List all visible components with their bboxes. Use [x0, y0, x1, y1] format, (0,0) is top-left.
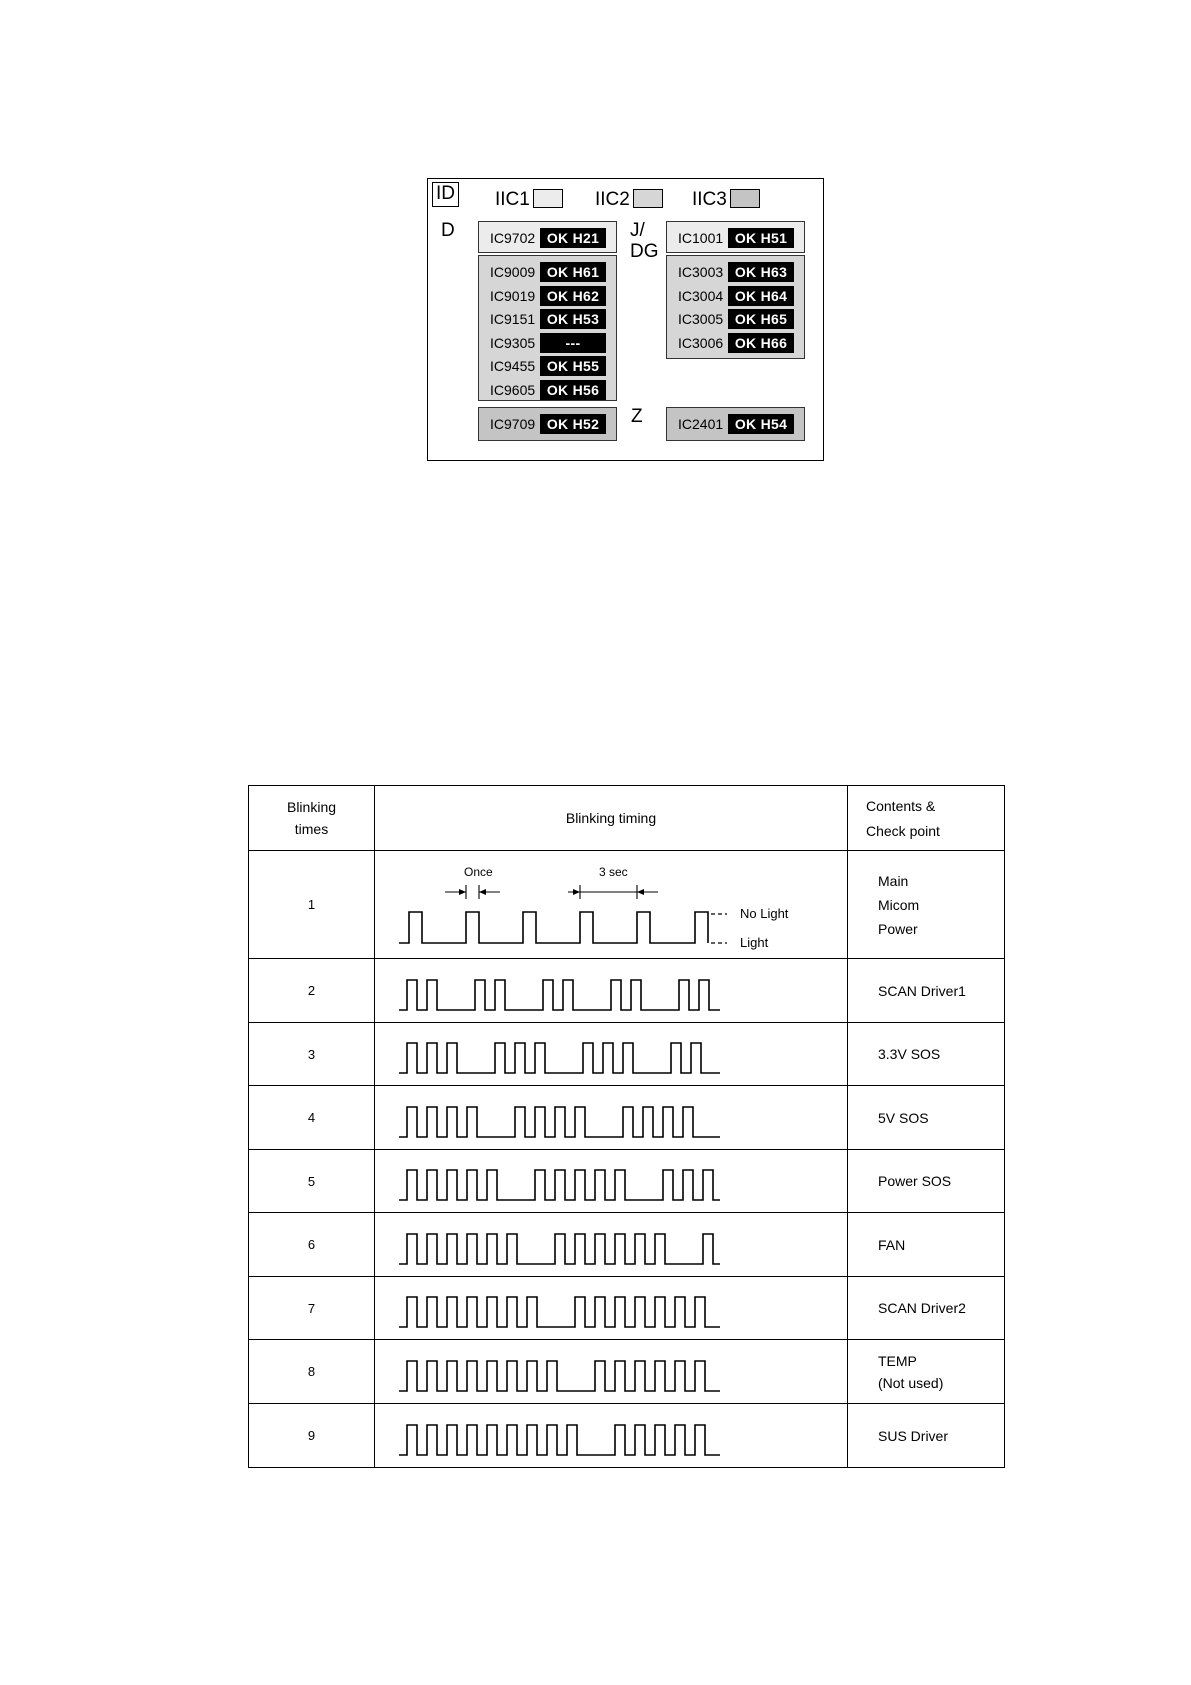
ic-status-badge: OK H64	[728, 286, 794, 306]
ic-name: IC9305	[490, 334, 536, 351]
legend-iic1-label: IIC1	[495, 189, 530, 210]
light-label: Light	[740, 935, 769, 950]
blink-waveform-line	[399, 1043, 720, 1073]
blink-count-cell: 7	[249, 1277, 375, 1340]
ic-group-jdg-iic2	[666, 255, 805, 359]
blink-waveform-line	[399, 1361, 720, 1391]
blink-timing-cell	[375, 1086, 848, 1150]
check-point-line: Micom	[878, 896, 920, 913]
header-blinking-timing: Blinking timing	[375, 786, 848, 851]
table-row	[249, 851, 1005, 959]
blink-timing-cell	[375, 1340, 848, 1404]
check-point-line: FAN	[878, 1236, 906, 1253]
blink-waveform	[375, 1023, 847, 1085]
blink-waveform	[375, 1213, 847, 1276]
once-arrowhead-left	[459, 889, 466, 895]
blink-count-cell: 6	[249, 1213, 375, 1277]
check-point-cell	[848, 1340, 1005, 1404]
check-point-line: SCAN Driver2	[878, 1300, 966, 1316]
table-body	[249, 851, 1005, 1468]
header-blinking-times-line2: times	[294, 821, 329, 837]
blink-waveform-detailed	[375, 851, 847, 958]
ic-status-badge: OK H52	[540, 414, 606, 434]
sec-arrowhead-left	[573, 889, 580, 895]
legend-iic2-swatch	[633, 189, 663, 208]
ic-status-badge: OK H61	[540, 262, 606, 282]
ic-status-badge: OK H21	[540, 228, 606, 248]
legend-iic3-swatch	[730, 189, 760, 208]
ic-status-badge: OK H63	[728, 262, 794, 282]
once-arrowhead-right	[479, 889, 486, 895]
header-blinking-times	[249, 786, 375, 851]
blinking-timing-table	[248, 785, 1005, 1468]
check-point-line: Power SOS	[878, 1173, 952, 1189]
ic-row	[479, 308, 616, 330]
ic-group-jdg-iic1	[666, 221, 805, 253]
ic-row	[667, 227, 804, 249]
table-row	[249, 1404, 1005, 1468]
iic-status-panel	[427, 178, 824, 461]
blink-count-cell: 4	[249, 1086, 375, 1150]
blink-waveform-line	[399, 1107, 720, 1137]
no-light-label: No Light	[740, 906, 789, 921]
ic-name: IC9019	[490, 287, 536, 304]
ic-status-badge: OK H66	[728, 333, 794, 353]
ic-group-z-iic3	[666, 407, 805, 441]
label-jdg-line1: J/	[630, 220, 645, 241]
blink-waveform	[375, 1404, 847, 1467]
ic-name: IC9605	[490, 381, 536, 398]
table-row	[249, 1023, 1005, 1086]
check-point-line: SUS Driver	[878, 1427, 949, 1444]
id-label: ID	[432, 182, 459, 207]
blink-count-cell: 2	[249, 959, 375, 1023]
blink-waveform-line	[399, 912, 708, 943]
ic-row	[479, 227, 616, 249]
table-row	[249, 1340, 1005, 1404]
check-point-line: TEMP	[878, 1352, 917, 1369]
ic-status-badge: OK H62	[540, 286, 606, 306]
check-point-cell	[848, 1150, 1005, 1213]
label-d: D	[441, 220, 455, 241]
ic-name: IC3005	[678, 311, 724, 327]
ic-name: IC9151	[490, 311, 536, 327]
ic-row	[667, 413, 804, 435]
header-contents-line1: Contents &	[866, 797, 936, 814]
table-row	[249, 1086, 1005, 1150]
table-row	[249, 1277, 1005, 1340]
ic-name: IC3004	[678, 287, 724, 304]
check-point-line: Main	[878, 872, 909, 889]
check-point-cell	[848, 1023, 1005, 1086]
ic-status-badge: ---	[540, 333, 606, 353]
ic-name: IC9009	[490, 264, 536, 280]
legend-iic3-label: IIC3	[692, 189, 727, 210]
label-jdg-line2: DG	[630, 241, 659, 262]
blink-timing-cell	[375, 1023, 848, 1086]
ic-row	[667, 285, 804, 307]
check-point-cell	[848, 1213, 1005, 1277]
blink-waveform	[375, 1277, 847, 1339]
blink-timing-cell	[375, 1404, 848, 1468]
ic-name: IC9702	[490, 230, 536, 246]
ic-group-d-iic1	[478, 221, 617, 253]
ic-group-d-iic2	[478, 255, 617, 401]
blink-waveform-line	[399, 1234, 720, 1264]
check-point-cell	[848, 1277, 1005, 1340]
blink-waveform-line	[399, 980, 720, 1010]
blink-count-cell: 8	[249, 1340, 375, 1404]
check-point-cell	[848, 1086, 1005, 1150]
ic-row	[667, 308, 804, 330]
ic-row	[667, 261, 804, 283]
header-contents-check-point	[848, 786, 1005, 851]
check-point-line: 3.3V SOS	[878, 1046, 941, 1062]
ic-name: IC3006	[678, 334, 724, 351]
ic-row	[479, 332, 616, 354]
check-point-line: Power	[878, 920, 918, 937]
ic-name: IC2401	[678, 416, 724, 432]
ic-name: IC9455	[490, 358, 536, 374]
blink-timing-cell	[375, 1277, 848, 1340]
blink-waveform-line	[399, 1425, 720, 1455]
legend-iic2-label: IIC2	[595, 189, 630, 210]
table-row	[249, 959, 1005, 1023]
ic-row	[479, 261, 616, 283]
table-row	[249, 1150, 1005, 1213]
ic-status-badge: OK H55	[540, 356, 606, 376]
label-z: Z	[631, 406, 643, 427]
check-point-cell	[848, 1404, 1005, 1468]
sec-label: 3 sec	[599, 865, 628, 879]
header-blinking-times-line1: Blinking	[286, 799, 337, 815]
blink-waveform-line	[399, 1170, 720, 1200]
blink-waveform-line	[399, 1297, 720, 1327]
ic-name: IC3003	[678, 264, 724, 280]
ic-row	[479, 285, 616, 307]
check-point-line: SCAN Driver1	[878, 982, 966, 999]
check-point-line: (Not used)	[878, 1374, 944, 1391]
check-point-cell	[848, 851, 1005, 959]
once-label: Once	[464, 865, 493, 879]
ic-status-badge: OK H65	[728, 309, 794, 329]
blink-timing-cell	[375, 1213, 848, 1277]
legend-iic1-swatch	[533, 189, 563, 208]
blink-waveform	[375, 1150, 847, 1212]
blink-count-cell: 1	[249, 851, 375, 959]
blink-waveform	[375, 1086, 847, 1149]
ic-name: IC1001	[678, 230, 724, 246]
ic-row	[667, 332, 804, 354]
table-header-row	[249, 786, 1005, 851]
ic-status-badge: OK H54	[728, 414, 794, 434]
blink-count-cell: 9	[249, 1404, 375, 1468]
ic-status-badge: OK H51	[728, 228, 794, 248]
ic-row	[479, 355, 616, 377]
ic-group-d-iic3	[478, 407, 617, 441]
table-row	[249, 1213, 1005, 1277]
ic-status-badge: OK H56	[540, 380, 606, 400]
blink-waveform	[375, 959, 847, 1022]
check-point-line: 5V SOS	[878, 1109, 929, 1126]
blink-timing-cell	[375, 1150, 848, 1213]
sec-arrowhead-right	[637, 889, 644, 895]
ic-name: IC9709	[490, 416, 536, 432]
ic-row	[479, 413, 616, 435]
blink-timing-cell	[375, 959, 848, 1023]
blink-count-cell: 5	[249, 1150, 375, 1213]
blink-waveform	[375, 1340, 847, 1403]
check-point-cell	[848, 959, 1005, 1023]
header-contents-line2: Check point	[866, 822, 940, 839]
ic-status-badge: OK H53	[540, 309, 606, 329]
blink-timing-cell	[375, 851, 848, 959]
ic-row	[479, 379, 616, 401]
blink-count-cell: 3	[249, 1023, 375, 1086]
